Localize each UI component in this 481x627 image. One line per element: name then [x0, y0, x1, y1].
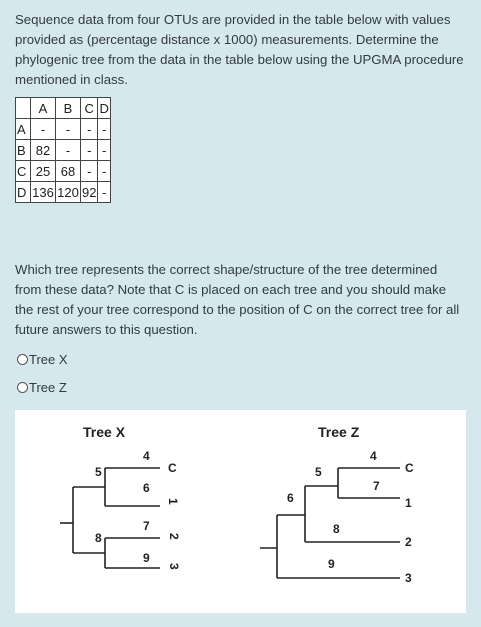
table-row: [16, 119, 111, 140]
table-cell: 120: [56, 182, 81, 203]
table-cell: 82: [31, 140, 56, 161]
question-prompt: Which tree represents the correct shape/structure of the tree determined from these data? Note that C is placed on each tree and you should make the rest of your tree correspond to the position of C on the correct tree for all future answers to this question.: [15, 262, 460, 337]
tree-z-branch-label: 8: [333, 522, 340, 536]
table-header-cell: D: [98, 98, 110, 119]
tree-z-branch-label: 9: [328, 557, 335, 571]
question-intro: Sequence data from four OTUs are provided in the table below with values provided as (percentage distance x 1000) measurements. Determine the phylogenic tree from the data in the table below using the UPGMA procedure mentioned in class.: [15, 12, 464, 87]
table-cell: 92: [81, 182, 98, 203]
tree-z-title: Tree Z: [318, 424, 360, 440]
table-row-label: C: [16, 161, 31, 182]
tree-x-title: Tree X: [83, 424, 126, 440]
table-cell: -: [56, 140, 81, 161]
table-header-cell: C: [81, 98, 98, 119]
option-tree-x[interactable]: [17, 352, 68, 367]
table-cell: -: [81, 140, 98, 161]
tree-x-tip-label: 3: [167, 563, 181, 570]
tree-figure: [15, 410, 466, 613]
tree-x-tip-label: C: [168, 461, 177, 475]
table-header-cell: B: [56, 98, 81, 119]
table-row: [16, 161, 111, 182]
tree-x-branch-label: 5: [95, 465, 102, 479]
table-cell: -: [81, 161, 98, 182]
table-cell: 136: [31, 182, 56, 203]
tree-x-branch-label: 7: [143, 519, 150, 533]
table-cell: 25: [31, 161, 56, 182]
table-row: [16, 182, 111, 203]
table-cell: -: [98, 182, 110, 203]
radio-button-tree-z[interactable]: [17, 382, 28, 393]
tree-x-branch-label: 8: [95, 531, 102, 545]
distance-table: [15, 97, 111, 203]
table-cell: -: [31, 119, 56, 140]
tree-x-branch-label: 9: [143, 551, 150, 565]
table-row: [16, 140, 111, 161]
tree-z-branch-label: 4: [370, 449, 377, 463]
table-header-cell: [16, 98, 31, 119]
table-cell: -: [98, 119, 110, 140]
table-cell: -: [56, 119, 81, 140]
table-row-label: D: [16, 182, 31, 203]
tree-x-tip-label: 2: [167, 533, 181, 540]
radio-button-tree-x[interactable]: [17, 354, 28, 365]
tree-x-branch-label: 6: [143, 481, 150, 495]
tree-x-tip-label: 1: [166, 498, 180, 505]
table-header-cell: A: [31, 98, 56, 119]
tree-z-tip-label: 2: [405, 535, 412, 549]
tree-z-branch-label: 7: [373, 479, 380, 493]
table-cell: 68: [56, 161, 81, 182]
tree-z-tip-label: C: [405, 461, 414, 475]
table-cell: -: [98, 161, 110, 182]
tree-diagrams: [15, 410, 466, 613]
tree-z-tip-label: 3: [405, 571, 412, 585]
tree-z-tip-label: 1: [405, 496, 412, 510]
table-row-label: B: [16, 140, 31, 161]
table-cell: -: [98, 140, 110, 161]
option-label: Tree Z: [29, 380, 67, 395]
tree-z-branch-label: 5: [315, 465, 322, 479]
tree-x-branch-label: 4: [143, 449, 150, 463]
table-row-label: A: [16, 119, 31, 140]
tree-z-branch-label: 6: [287, 491, 294, 505]
option-label: Tree X: [29, 352, 68, 367]
option-tree-z[interactable]: [17, 380, 67, 395]
table-cell: -: [81, 119, 98, 140]
table-header-row: [16, 98, 111, 119]
